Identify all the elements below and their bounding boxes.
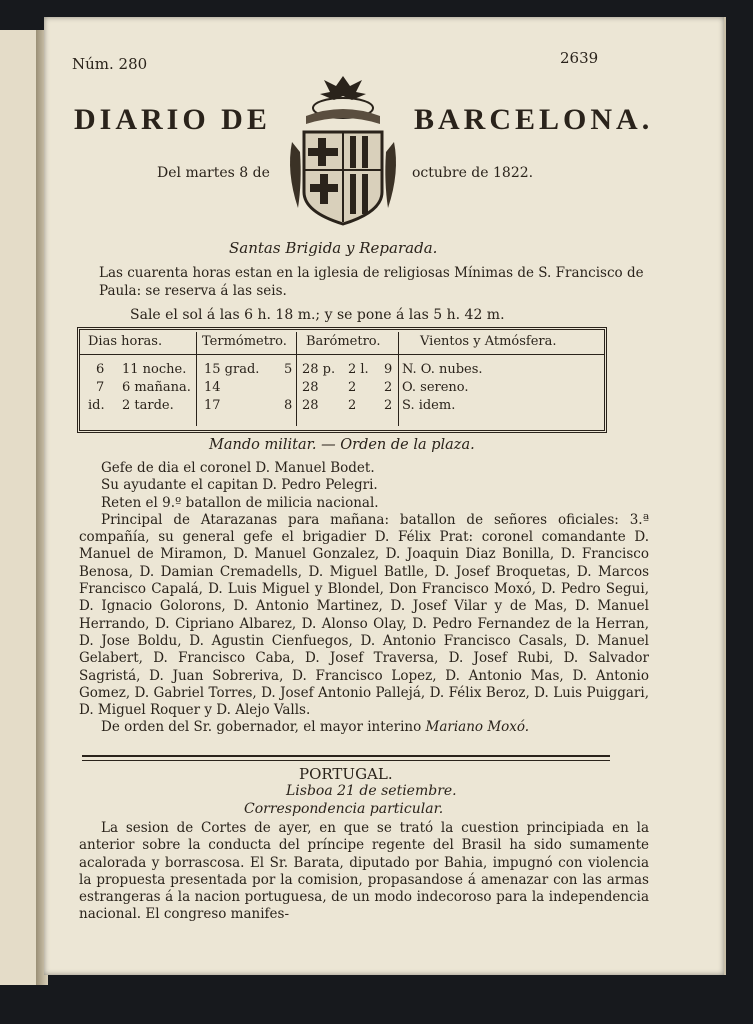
issue-number: Núm. 280 [72, 55, 148, 73]
row-baro-l: 2 [348, 398, 357, 413]
military-line: Su ayudante el capitan D. Pedro Pelegri. [101, 477, 378, 494]
row-thermo-frac: 8 [284, 398, 293, 413]
saints-of-the-day: Santas Brigida y Reparada. [229, 239, 438, 257]
section-rule [82, 755, 610, 761]
row-baro-frac: 2 [384, 398, 393, 413]
row-time: 11 noche. [122, 362, 187, 377]
table-header-rule [80, 354, 604, 355]
row-day: 6 [96, 362, 105, 377]
portugal-paragraph: La sesion de Cortes de ayer, en que se trató la cuestion principiada en la anterior sobre la conducta del príncipe regente del Brasil ha sido sumamente acalorada y borrascosa. El Sr. Barata, diputado por Bahia, impugnó con violencia la propuesta presentada por la comision, propasandose á amenazar con las armas estrangeras á la nacion portuguesa, de un modo indecoroso para la independencia nacional. El congreso manifes- [79, 820, 649, 923]
row-thermo: 15 grad. [204, 362, 260, 377]
row-baro: 28 [302, 380, 319, 395]
row-baro: 28 [302, 398, 319, 413]
row-day: 7 [96, 380, 105, 395]
forty-hours-notice: Las cuarenta horas estan en la iglesia de religiosas Mínimas de S. Francisco de Paula: se reserva á las seis. [99, 265, 644, 299]
date-line-right: octubre de 1822. [412, 165, 534, 181]
military-orders [79, 460, 649, 737]
row-baro-l: 2 l. [348, 362, 369, 377]
row-wind: S. idem. [402, 398, 456, 413]
header-barometer: Barómetro. [306, 334, 381, 349]
row-baro-l: 2 [348, 380, 357, 395]
row-wind: N. O. nubes. [402, 362, 483, 377]
row-baro-frac: 2 [384, 380, 393, 395]
sunrise-sunset: Sale el sol á las 6 h. 18 m.; y se pone á las 5 h. 42 m. [130, 307, 505, 323]
page-number: 2639 [560, 49, 599, 67]
row-thermo-frac: 5 [284, 362, 293, 377]
order-signature [79, 719, 649, 736]
portugal-dateline: Lisboa 21 de setiembre. [286, 783, 457, 799]
date-line-left: Del martes 8 de [157, 165, 270, 181]
portugal-heading: PORTUGAL. [299, 765, 393, 783]
column-divider [296, 332, 297, 426]
order-name: Mariano Moxó. [425, 719, 530, 736]
military-heading: Mando militar. — Orden de la plaza. [209, 437, 475, 453]
row-time: 2 tarde. [122, 398, 174, 413]
row-wind: O. sereno. [402, 380, 469, 395]
column-divider [398, 332, 399, 426]
row-thermo: 14 [204, 380, 221, 395]
header-days: Dias horas. [88, 334, 163, 349]
row-thermo: 17 [204, 398, 221, 413]
header-thermometer: Termómetro. [202, 334, 287, 349]
column-divider [196, 332, 197, 426]
masthead-title-right: BARCELONA. [414, 103, 654, 136]
row-baro-frac: 9 [384, 362, 393, 377]
barcelona-coat-of-arms-icon [284, 72, 402, 232]
order-prefix: De orden del Sr. gobernador, el mayor interino [101, 719, 422, 736]
row-baro: 28 p. [302, 362, 336, 377]
row-time: 6 mañana. [122, 380, 191, 395]
military-line: Reten el 9.º batallon de milicia nacional. [101, 494, 379, 511]
masthead-title-left: DIARIO DE [74, 103, 271, 136]
newspaper-page [44, 17, 724, 975]
military-line: Gefe de dia el coronel D. Manuel Bodet. [101, 460, 375, 476]
row-day: id. [88, 398, 105, 413]
portugal-article [79, 820, 649, 924]
principal-paragraph: Principal de Atarazanas para mañana: batallon de señores oficiales: 3.ª compañía, su general gefe el brigadier D. Félix Prat: coronel comandante D. Manuel de Miramon, D. Manuel Gonzalez, D. Joaquin Diaz Bonilla, D. Francisco Benosa, D. Damian Cremadells, D. Miguel Batlle, D. Josef Broquetas, D. Marcos Francisco Capalá, D. Luis Miguel y Blondel, Don Francisco Moxó, D. Pedro Segui, D. Ignacio Golorons, D. Antonio Martinez, D. Josef Vilar y de Mas, D. Manuel Herrando, D. Cipriano Albarez, D. Alonso Olay, D. Pedro Fernandez de la Herran, D. Jose Boldu, D. Agustin Cienfuegos, D. Antonio Francisco Casals, D. Manuel Gelabert, D. Francisco Caba, D. Josef Traversa, D. Josef Rubi, D. Salvador Sagristá, D. Juan Sobreriva, D. Francisco Lopez, D. Antonio Mas, D. Antonio Gomez, D. Gabriel Torres, D. Josef Antonio Pallejá, D. Félix Beroz, D. Luis Puiggari, D. Miguel Roquer y D. Alejo Valls. [79, 511, 649, 719]
weather-table [77, 327, 607, 433]
header-winds: Vientos y Atmósfera. [420, 334, 557, 349]
portugal-subheading: Correspondencia particular. [244, 801, 444, 817]
